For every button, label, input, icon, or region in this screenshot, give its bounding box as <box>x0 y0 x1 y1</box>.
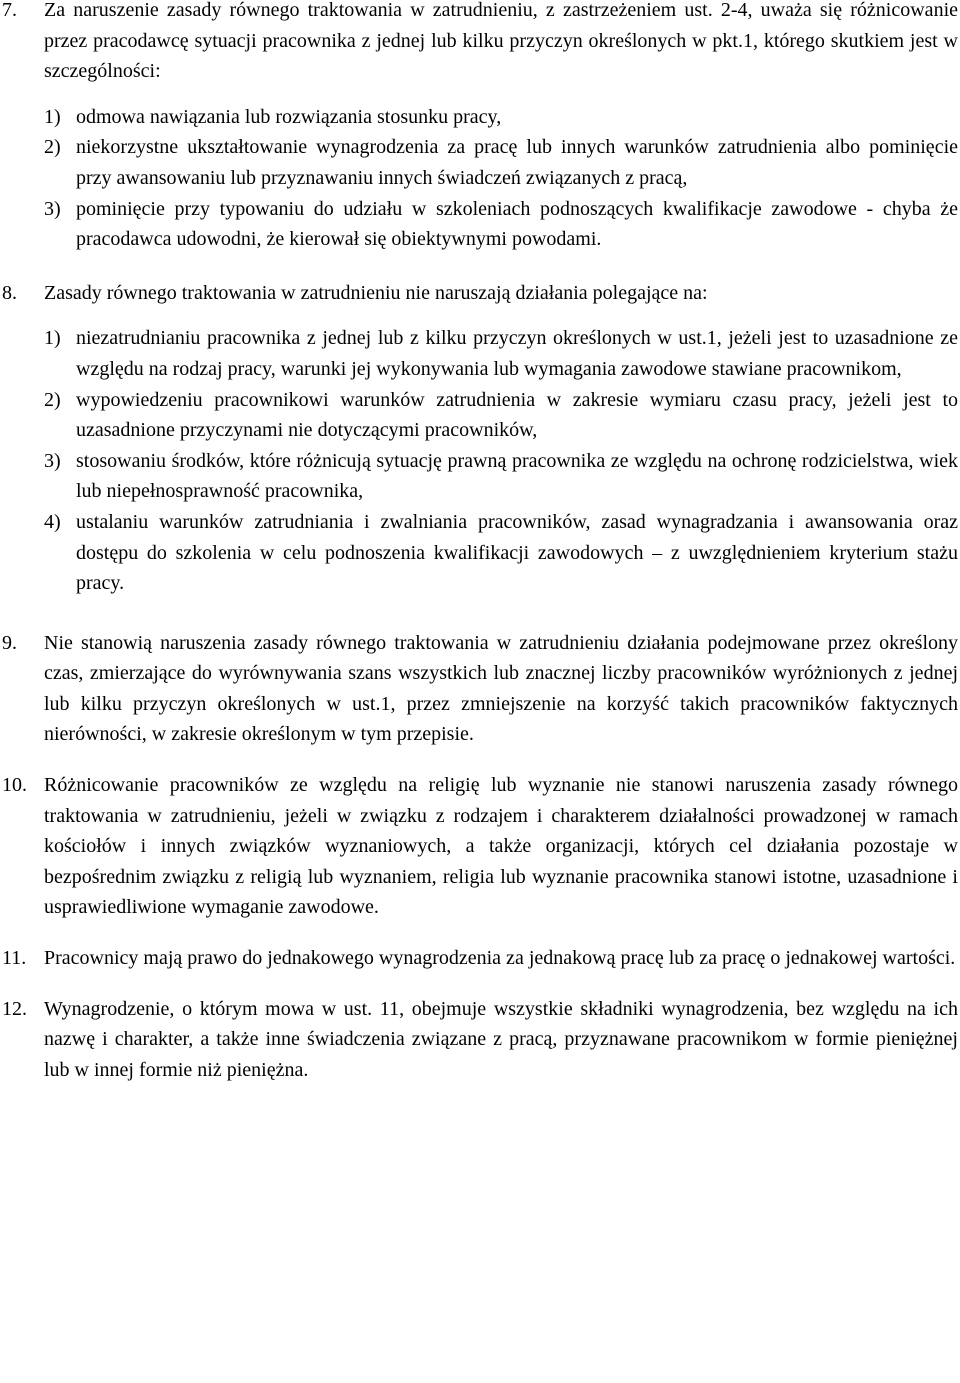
paragraph-number: 8. <box>2 281 17 304</box>
paragraph-number: 10. <box>2 774 27 797</box>
paragraph-text: Wynagrodzenie, o którym mowa w ust. 11, obejmuje wszystkie składniki wynagrodzenia, bez względu na ich nazwę i charakter, a także inne świadczenia związane z pracą, przyznawane pracownikom w formie pieniężnej lub w innej formie niż pieniężna. <box>44 997 958 1081</box>
sub-item-list <box>44 102 958 255</box>
sub-item-text: niezatrudnianiu pracownika z jednej lub z kilku przyczyn określonych w ust.1, jeżeli jest to uzasadnione ze względu na rodzaj pracy, warunki jej wykonywania lub wymagania zawodowe stawiane pracownikom, <box>76 327 958 380</box>
paragraph-number: 11. <box>2 947 27 970</box>
sub-item-text: pominięcie przy typowaniu do udziału w szkoleniach podnoszących kwalifikacje zawodowe - chyba że pracodawca udowodni, że kierował się obiektywnymi powodami. <box>76 197 958 251</box>
paragraph-number: 9. <box>2 631 17 654</box>
sub-item <box>44 507 958 599</box>
sub-item-text: odmowa nawiązania lub rozwiązania stosunku pracy, <box>76 105 502 128</box>
sub-item <box>44 385 958 446</box>
paragraph-text: Za naruszenie zasady równego traktowania w zatrudnieniu, z zastrzeżeniem ust. 2-4, uważa się różnicowanie przez pracodawcę sytuacji pracownika z jednej lub kilku przyczyn określonych w pkt.1, którego skutkiem jest w szczególności: <box>44 0 958 83</box>
sub-item-number: 3) <box>44 449 61 472</box>
paragraph-7 <box>0 0 958 255</box>
sub-item-number: 1) <box>44 105 61 128</box>
paragraph-text: Różnicowanie pracowników ze względu na religię lub wyznanie nie stanowi naruszenia zasady równego traktowania w zatrudnieniu, jeżeli w związku z rodzajem i charakterem działalności prowadzonej w ramach kościołów i innych związków wyznaniowych, a także organizacji, których cel działania pozostaje w bezpośrednim związku z religią lub wyznaniem, religia lub wyznanie pracownika stanowi istotne, uzasadnione i usprawiedliwione wymaganie zawodowe. <box>44 774 958 919</box>
sub-item-number: 1) <box>44 327 61 350</box>
sub-item-text: wypowiedzeniu pracownikowi warunków zatrudnienia w zakresie wymiaru czasu pracy, jeżeli jest to uzasadnione przyczynami nie dotyczącymi pracowników, <box>76 388 958 442</box>
paragraph-text: Nie stanowią naruszenia zasady równego traktowania w zatrudnieniu działania podejmowane przez określony czas, zmierzające do wyrównywania szans wszystkich lub znacznej liczby pracowników wyróżnionych z jednej lub kilku przyczyn określonych w ust.1, przez zmniejszenie na korzyść takich pracowników faktycznych nierówności, w zakresie określonym w tym przepisie. <box>44 631 958 746</box>
paragraph-text: Pracownicy mają prawo do jednakowego wynagrodzenia za jednakową pracę lub za pracę o jednakowej wartości. <box>44 947 956 970</box>
sub-item-list <box>44 323 958 598</box>
sub-item <box>44 323 958 384</box>
sub-item-number: 2) <box>44 136 61 159</box>
paragraph-text: Zasady równego traktowania w zatrudnieniu nie naruszają działania polegające na: <box>44 281 708 304</box>
sub-item <box>44 446 958 507</box>
sub-item <box>44 132 958 193</box>
paragraph-12 <box>0 994 958 1086</box>
paragraph-number: 7. <box>2 0 17 21</box>
sub-item-text: stosowaniu środków, które różnicują sytuację prawną pracownika ze względu na ochronę rodzicielstwa, wiek lub niepełnosprawność pracownika, <box>76 449 958 503</box>
sub-item-number: 2) <box>44 388 61 411</box>
sub-item-number: 4) <box>44 510 61 533</box>
paragraph-8 <box>0 278 958 599</box>
sub-item-text: ustalaniu warunków zatrudniania i zwalniania pracowników, zasad wynagradzania i awansowania oraz dostępu do szkolenia w celu podnoszenia kwalifikacji zawodowych – z uwzględnieniem kryterium stażu pracy. <box>76 510 958 595</box>
sub-item <box>44 102 958 133</box>
paragraph-number: 12. <box>2 997 27 1020</box>
paragraph-11 <box>0 943 958 974</box>
sub-item-text: niekorzystne ukształtowanie wynagrodzenia za pracę lub innych warunków zatrudnienia albo pominięcie przy awansowaniu lub przyznawaniu innych świadczeń związanych z pracą, <box>76 136 958 189</box>
paragraph-9 <box>0 628 958 750</box>
sub-item-number: 3) <box>44 197 61 220</box>
sub-item <box>44 194 958 255</box>
paragraph-10 <box>0 770 958 923</box>
